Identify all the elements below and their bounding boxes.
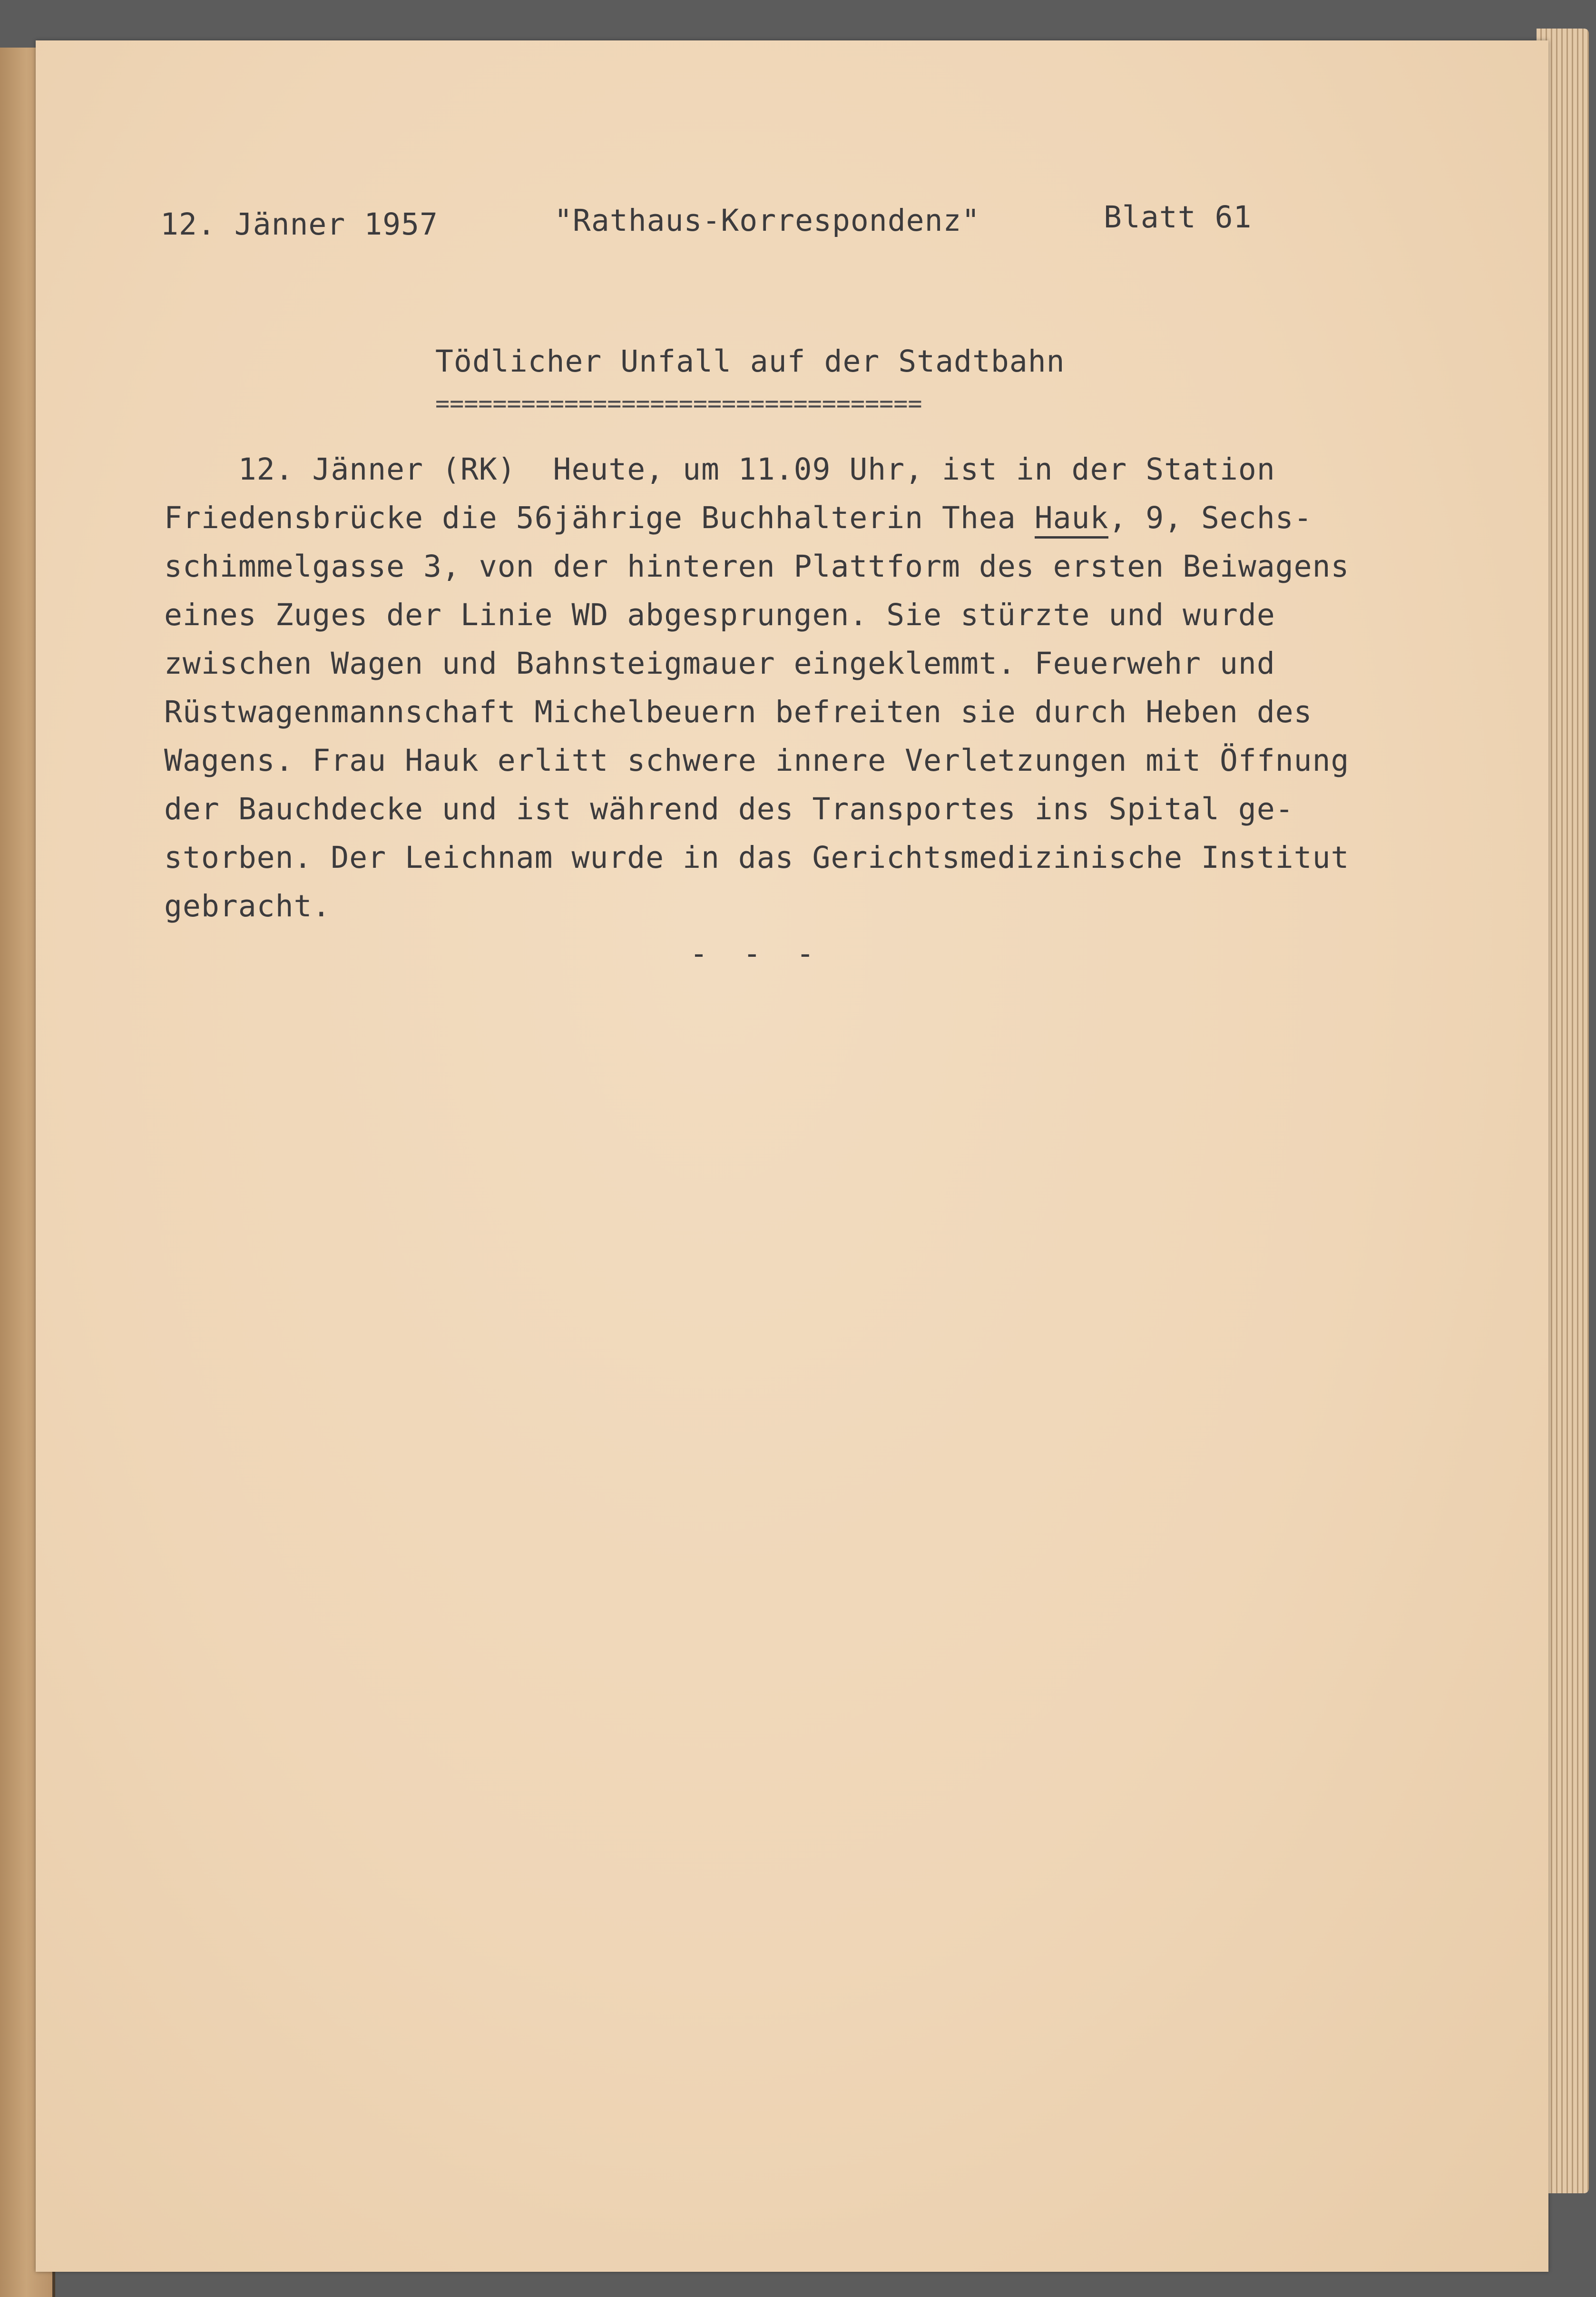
body-line-8: der Bauchdecke und ist während des Transportes ins Spital ge- xyxy=(164,792,1294,826)
body-line-6: Rüstwagenmannschaft Michelbeuern befreiten sie durch Heben des xyxy=(164,695,1312,729)
body-line-9: storben. Der Leichnam wurde in das Gerichtsmedizinische Institut xyxy=(164,840,1350,875)
body-line-2-start: Friedensbrücke die 56jährige Buchhalterin Thea xyxy=(164,501,1035,535)
article-title: Tödlicher Unfall auf der Stadtbahn xyxy=(435,344,1065,379)
document-page xyxy=(36,40,1548,2272)
header-page-number: Blatt 61 xyxy=(1104,200,1252,235)
header-date: 12. Jänner 1957 xyxy=(160,207,438,242)
body-line-5: zwischen Wagen und Bahnsteigmauer eingeklemmt. Feuerwehr und xyxy=(164,646,1275,681)
body-line-7: Wagens. Frau Hauk erlitt schwere innere Verletzungen mit Öffnung xyxy=(164,743,1350,778)
body-line-1: 12. Jänner (RK) Heute, um 11.09 Uhr, ist in der Station xyxy=(164,452,1275,487)
title-double-underline: ================================== xyxy=(435,390,922,417)
body-line-3: schimmelgasse 3, von der hinteren Plattform des ersten Beiwagens xyxy=(164,549,1350,584)
body-line-10: gebracht. xyxy=(164,889,331,923)
underlined-name: Hauk xyxy=(1035,501,1109,539)
body-line-4: eines Zuges der Linie WD abgesprungen. Sie stürzte und wurde xyxy=(164,598,1275,632)
header-publication: "Rathaus-Korrespondenz" xyxy=(554,203,980,238)
body-line-2-end: , 9, Sechs- xyxy=(1108,501,1312,535)
body-line-2 xyxy=(164,503,1312,533)
end-mark: - - - xyxy=(690,936,823,971)
